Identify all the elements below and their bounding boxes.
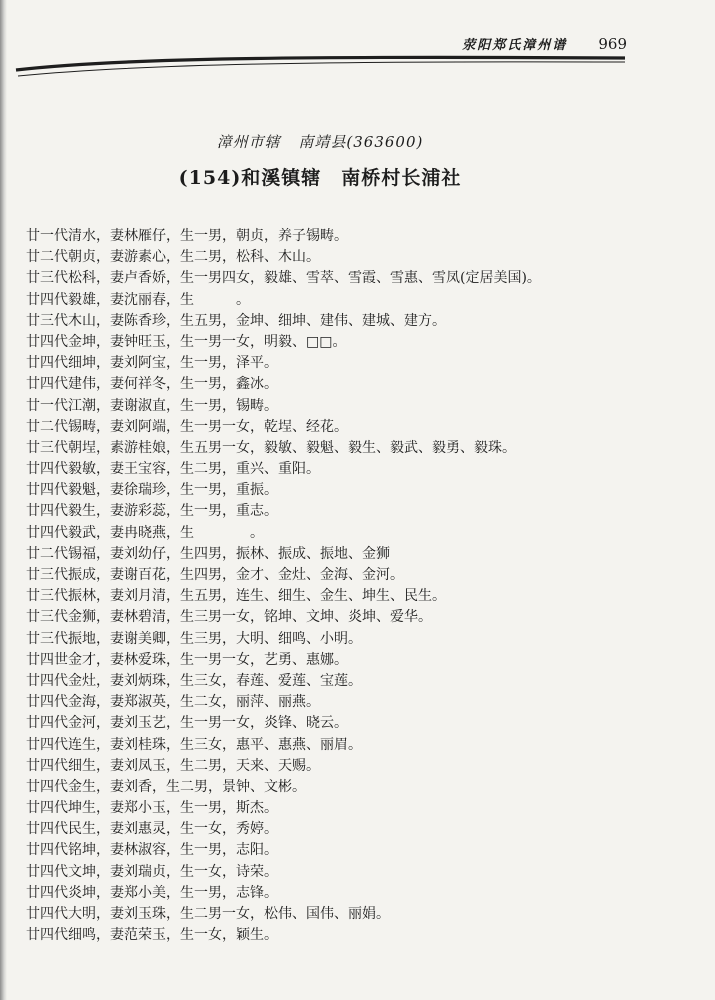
genealogy-entry: 廿四代毅武，妻冉晓燕，生 。: [26, 524, 264, 541]
genealogy-entry: 廿三代振地，妻谢美卿，生三男，大明、细鸣、小明。: [26, 630, 362, 647]
genealogy-entry: 廿四代金河，妻刘玉艺，生一男一女，炎锋、晓云。: [26, 715, 348, 732]
genealogy-entry: 廿一代江潮，妻谢淑直，生一男，锡畴。: [26, 397, 278, 414]
subtitle-county: 南靖县(363600): [298, 133, 424, 151]
genealogy-entry: 廿四代炎坤，妻郑小美，生一男，志锋。: [26, 884, 278, 901]
subtitle-city: 漳州市辖: [216, 133, 281, 151]
page-number: 969: [598, 35, 627, 53]
running-title: 荥阳郑氏漳州谱: [462, 38, 568, 53]
subtitle: [0, 131, 640, 152]
genealogy-entry: 廿四代连生，妻刘桂珠，生三女，惠平、惠燕、丽眉。: [26, 736, 362, 753]
genealogy-entry: 廿四代毅敏，妻王宝容，生二男，重兴、重阳。: [26, 461, 320, 478]
genealogy-entry: 廿三代振林，妻刘月清，生五男，连生、细生、金生、坤生、民生。: [26, 588, 446, 605]
header-rule: [0, 52, 715, 82]
genealogy-entry: 廿四代金生，妻刘香，生二男，景钟、文彬。: [26, 778, 306, 795]
genealogy-entry: 廿四代铭坤，妻林淑容，生一男，志阳。: [26, 842, 278, 859]
genealogy-entry: 廿一代清水，妻林雁仔，生一男，朝贞，养子锡畴。: [26, 228, 348, 244]
genealogy-entry: 廿二代锡福，妻刘幼仔，生四男，振林、振成、振地、金狮: [26, 545, 390, 562]
genealogy-entry: 廿二代锡畴，妻刘阿端，生一男一女，乾埕、经花。: [26, 418, 348, 435]
genealogy-entry: 廿四代毅雄，妻沈丽春，生 。: [26, 291, 250, 308]
genealogy-entry: 廿二代朝贞，妻游素心，生二男，松科、木山。: [26, 249, 320, 266]
genealogy-entry-list: [26, 226, 666, 946]
genealogy-entry: 廿四代细生，妻刘凤玉，生二男，天来、天赐。: [26, 757, 320, 774]
genealogy-entry: 廿三代金狮，妻林碧清，生三男一女，铭坤、文坤、炎坤、爱华。: [26, 609, 432, 626]
genealogy-entry: 廿四世金才，妻林爱珠，生一男一女，艺勇、惠娜。: [26, 651, 348, 668]
genealogy-entry: 廿四代文坤，妻刘瑞贞，生一女，诗荣。: [26, 863, 278, 880]
genealogy-entry: 廿四代民生，妻刘惠灵，生一女，秀婷。: [26, 821, 278, 838]
genealogy-entry: 廿四代细鸣，妻范荣玉，生一女，颖生。: [26, 927, 278, 944]
genealogy-entry: 廿四代坤生，妻郑小玉，生一男，斯杰。: [26, 800, 278, 817]
running-header: [462, 34, 627, 53]
genealogy-entry: 廿四代金坤，妻钟旺玉，生一男一女，明毅、□□。: [26, 333, 347, 350]
genealogy-entry: 廿四代金灶，妻刘炳珠，生三女，春莲、爱莲、宝莲。: [26, 672, 362, 689]
section-title: (154)和溪镇辖 南桥村长浦社: [178, 167, 462, 189]
genealogy-entry: 廿四代毅生，妻游彩蕊，生一男，重志。: [26, 503, 278, 520]
genealogy-entry: 廿四代建伟，妻何祥冬，生一男，鑫冰。: [26, 376, 278, 393]
genealogy-entry: 廿四代细坤，妻刘阿宝，生一男，泽平。: [26, 355, 278, 372]
genealogy-entry: 廿三代振成，妻谢百花，生四男，金才、金灶、金海、金河。: [26, 567, 404, 583]
genealogy-entry: 廿三代朝埕，素游桂娘，生五男一女，毅敏、毅魁、毅生、毅武、毅勇、毅珠。: [26, 439, 516, 456]
genealogy-entry: 廿三代木山，妻陈香珍，生五男，金坤、细坤、建伟、建城、建方。: [26, 312, 446, 329]
genealogy-entry: 廿四代金海，妻郑淑英，生二女，丽萍、丽燕。: [26, 694, 320, 711]
genealogy-entry: 廿三代松科，妻卢香娇，生一男四女，毅雄、雪萃、雪霞、雪惠、雪凤(定居美国)。: [26, 270, 541, 287]
genealogy-entry: 廿四代大明，妻刘玉珠，生二男一女，松伟、国伟、丽娟。: [26, 906, 390, 922]
genealogy-entry: 廿四代毅魁，妻徐瑞珍，生一男，重振。: [26, 482, 278, 499]
